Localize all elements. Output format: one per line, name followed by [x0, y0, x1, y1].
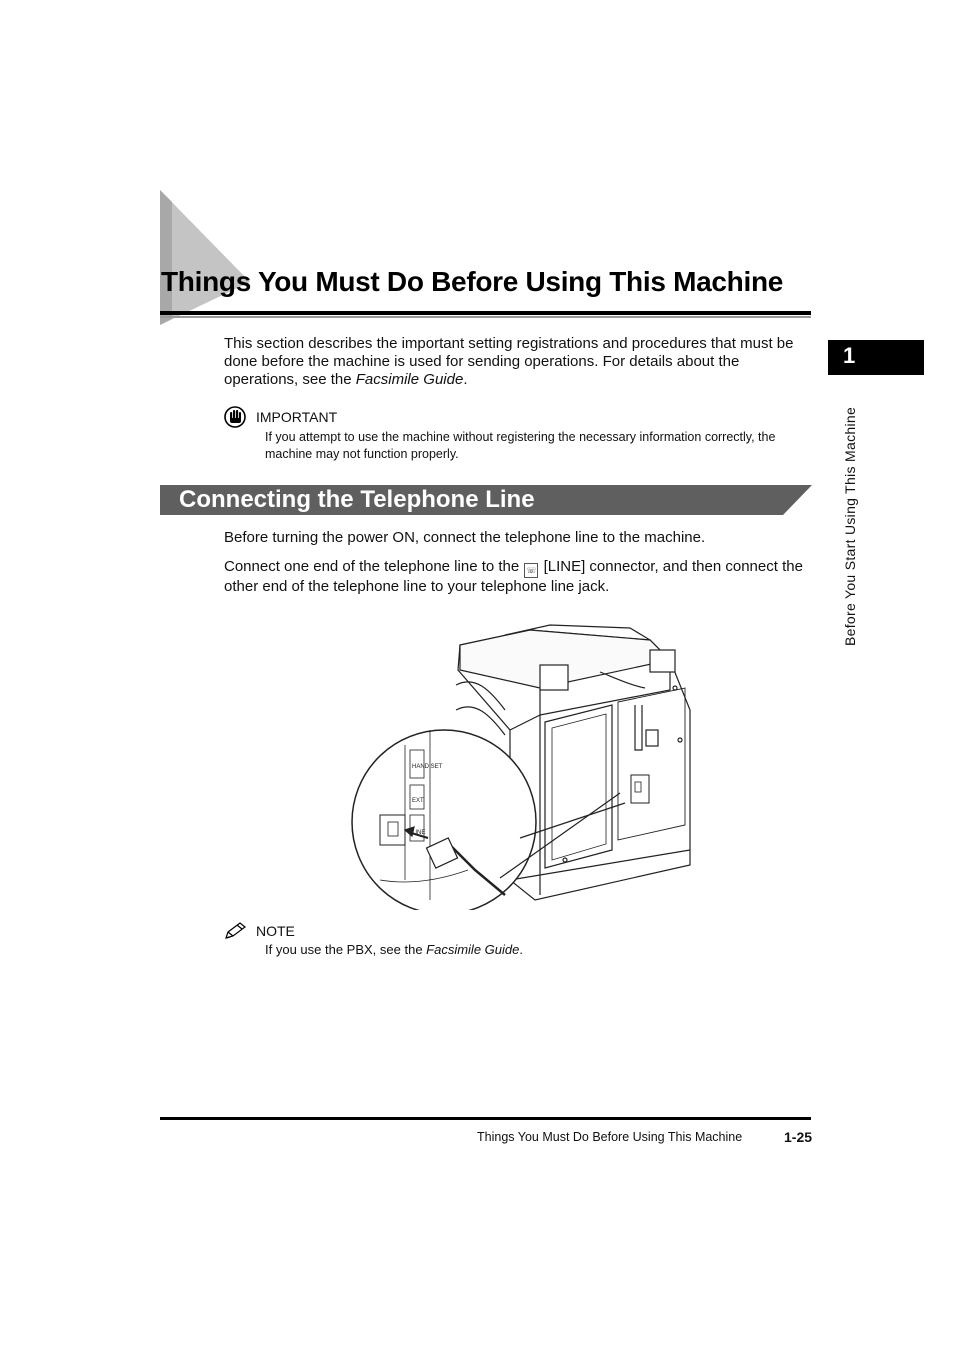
note-label: NOTE [256, 923, 295, 939]
section-paragraph-2 [224, 558, 814, 596]
important-label: IMPORTANT [256, 409, 338, 425]
page-title: Things You Must Do Before Using This Machine [161, 266, 784, 297]
title-rule [160, 311, 811, 315]
important-text: If you attempt to use the machine without registering the necessary information correctly, the machine may not function properly. [265, 430, 776, 461]
chapter-number: 1 [843, 343, 856, 368]
machine-connection-illustration [350, 610, 710, 910]
intro-guide-reference: Facsimile Guide [355, 371, 464, 388]
handset-port-label: HAND SET [412, 764, 443, 770]
note-guide-reference: Facsimile Guide [426, 942, 520, 957]
paragraph-2-text-end: [LINE] connector, and then connect the other end of the telephone line to your telephone line jack. [224, 558, 803, 595]
footer-rule [160, 1117, 811, 1120]
side-chapter-title: Before You Start Using This Machine [842, 406, 858, 646]
section-paragraph-1: Before turning the power ON, connect the telephone line to the machine. [224, 529, 706, 546]
note-text [265, 942, 523, 957]
note-text-start: If you use the PBX, see the [265, 942, 427, 957]
ext-port-label: EXT. [412, 798, 425, 804]
intro-text: This section describes the important setting registrations and procedures that must be done before the machine is used for sending operations. For details about the operations, see the [224, 335, 794, 388]
section-title: Connecting the Telephone Line [179, 486, 535, 513]
line-connector-icon: ☏ [524, 563, 538, 578]
title-rule-shadow [160, 316, 811, 318]
paragraph-2-text: Connect one end of the telephone line to the [224, 558, 524, 575]
note-text-end: . [519, 942, 523, 957]
footer-title: Things You Must Do Before Using This Machine [477, 1130, 743, 1144]
note-pencil-icon [224, 921, 248, 941]
title-triangle-decoration [160, 190, 260, 325]
intro-text-end: . [463, 371, 468, 388]
page-number: 1-25 [784, 1129, 813, 1145]
intro-paragraph [224, 335, 814, 389]
line-port-label: LINE [412, 830, 426, 836]
important-hand-icon [224, 405, 246, 429]
